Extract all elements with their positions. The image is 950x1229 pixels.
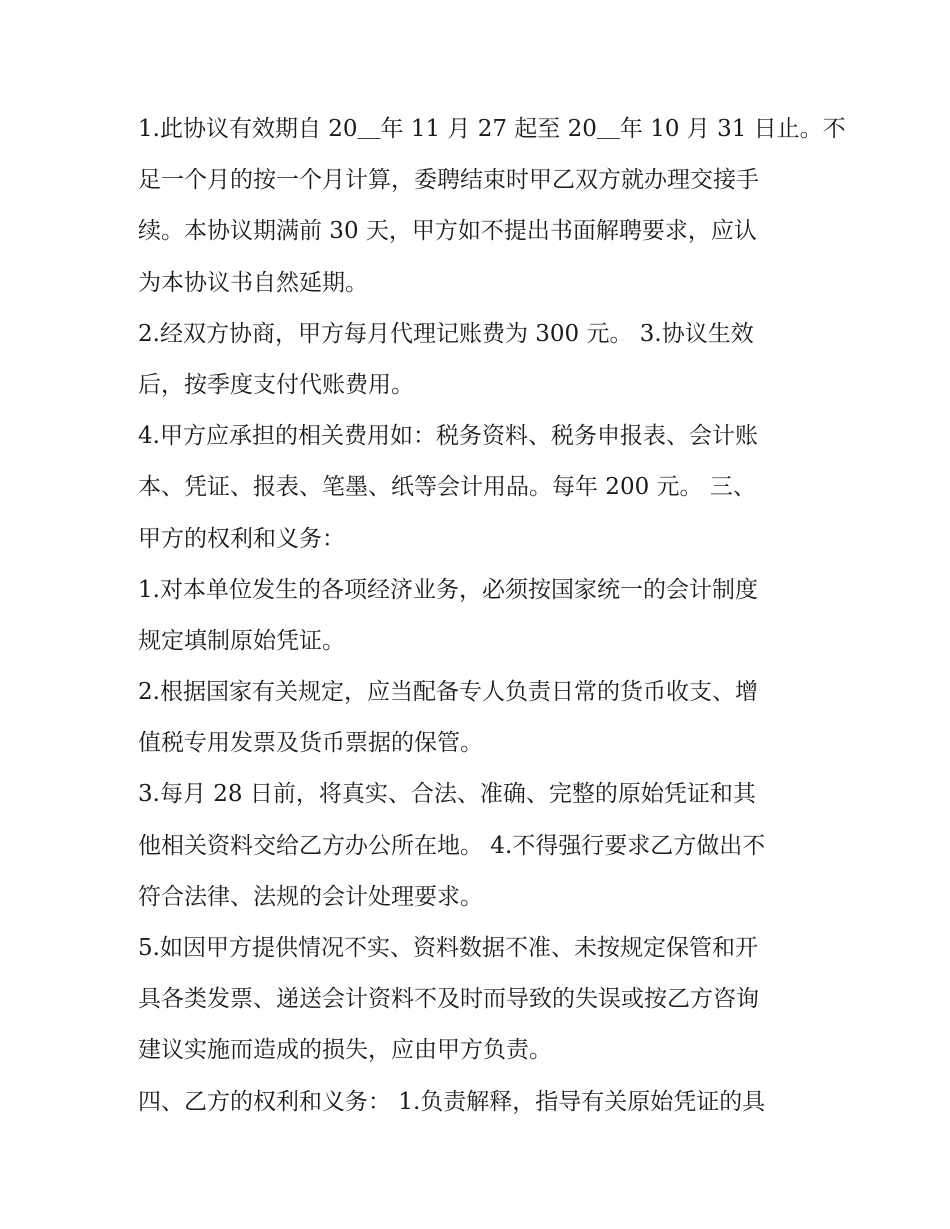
text-line: 符合法律、法规的会计处理要求。 <box>138 883 483 910</box>
text-line: 足一个月的按一个月计算，委聘结束时甲乙双方就办理交接手 <box>138 167 759 194</box>
text-line: 续。本协议期满前 30 天，甲方如不提出书面解聘要求，应认 <box>138 218 757 245</box>
text-line: 规定填制原始凭证。 <box>138 627 345 654</box>
paragraph-term <box>138 104 846 309</box>
text-line: 本、凭证、报表、笔墨、纸等会计用品。每年 200 元。 三、 <box>138 474 756 501</box>
text-line: 四、乙方的权利和义务： 1.负责解释，指导有关原始凭证的具 <box>138 1088 766 1115</box>
text-line: 2.经双方协商，甲方每月代理记账费为 300 元。 3.协议生效 <box>138 320 754 347</box>
paragraph-costs <box>138 411 838 565</box>
text-line: 4.甲方应承担的相关费用如：税务资料、税务申报表、会计账 <box>138 423 758 450</box>
text-line: 建议实施而造成的损失，应由甲方负责。 <box>138 1037 552 1064</box>
text-line: 值税专用发票及货币票据的保管。 <box>138 730 483 757</box>
paragraph-fee <box>138 309 838 411</box>
document-page <box>138 104 846 1128</box>
text-line: 3.每月 28 日前，将真实、合法、准确、完整的原始凭证和其 <box>138 781 756 808</box>
text-line: 5.如因甲方提供情况不实、资料数据不准、未按规定保管和开 <box>138 935 758 961</box>
text-line: 1.此协议有效期自 20＿年 11 月 27 起至 20＿年 10 月 31 日止。不 <box>138 116 846 142</box>
section-heading-party-b <box>138 1077 838 1128</box>
text-line: 为本协议书自然延期。 <box>138 269 368 296</box>
paragraph-a-item-1 <box>138 565 838 667</box>
paragraph-a-item-5 <box>138 923 838 1077</box>
paragraph-a-item-3 <box>138 769 838 923</box>
section-heading-party-a: 甲方的权利和义务： <box>138 525 345 552</box>
paragraph-a-item-2 <box>138 667 838 769</box>
text-line: 1.对本单位发生的各项经济业务，必须按国家统一的会计制度 <box>138 576 758 603</box>
text-line: 具各类发票、递送会计资料不及时而导致的失误或按乙方咨询 <box>138 986 759 1013</box>
text-line: 2.根据国家有关规定，应当配备专人负责日常的货币收支、增 <box>138 679 758 706</box>
text-line: 后，按季度支付代账费用。 <box>138 371 414 398</box>
text-line: 他相关资料交给乙方办公所在地。 4.不得强行要求乙方做出不 <box>138 832 766 859</box>
